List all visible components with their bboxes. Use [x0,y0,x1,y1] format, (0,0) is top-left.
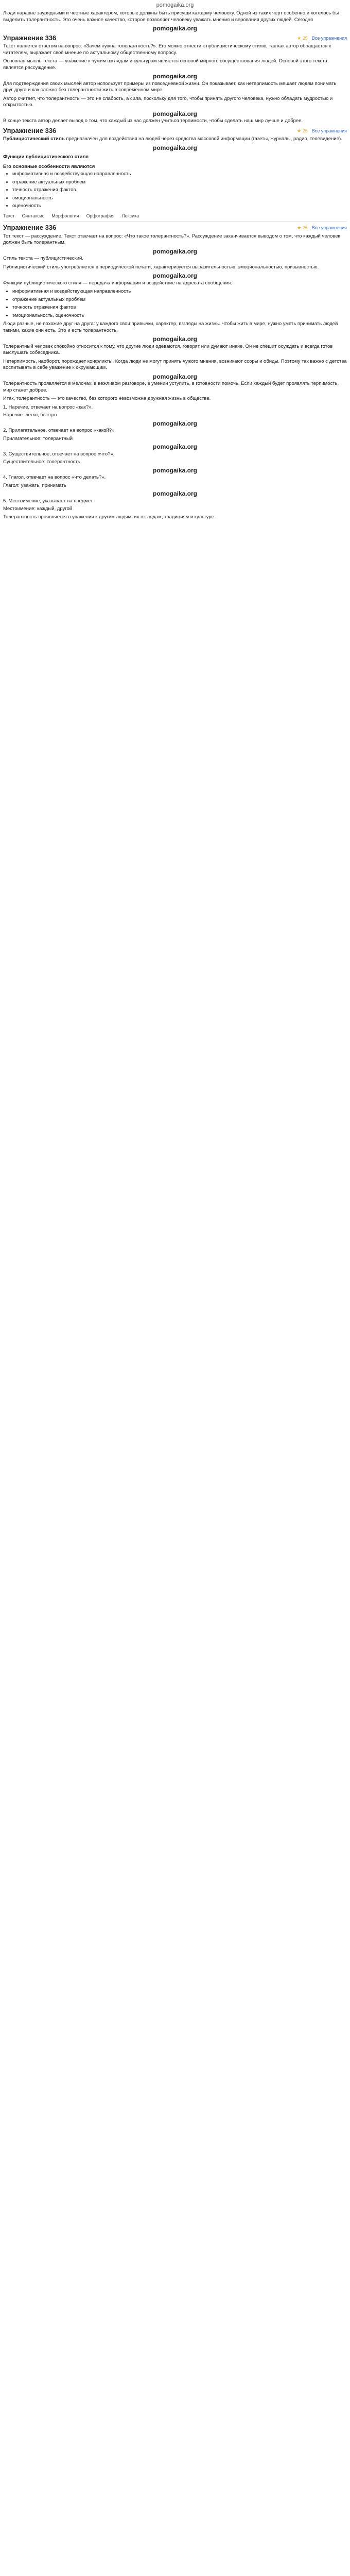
list-item: • эмоциональность, оценочность [12,313,347,319]
features-heading: Его основные особенности являются [3,163,95,170]
analysis-answer: Наречие: легко, быстро [3,412,57,418]
all-exercises-link[interactable]: Все упражнения [311,128,347,133]
exercise-header [3,225,347,231]
features-list [12,289,347,319]
paragraph: Публицистический стиль употребляется в периодической печати, характеризуется выразительностью, эмоциональностью, призывностью. [3,264,319,270]
exercise-title: Упражнение 336 [3,224,57,231]
list-item: • информативная и воздействующая направленность [12,171,347,178]
analysis-answer: Местоимение: каждый, другой [3,506,73,512]
exercise-header [3,128,347,134]
exercise-meta [297,225,347,231]
analysis-answer: Глагол: уважать, принимать [3,482,66,488]
watermark: pomogaika.org [152,335,197,343]
exercise-meta [297,35,347,42]
grammar-analysis [3,404,347,513]
list-item: • отражение актуальных проблем [12,179,347,186]
watermark: pomogaika.org [152,372,197,380]
features-list [12,171,347,210]
tab[interactable]: Морфология [51,213,79,218]
paragraph: Тот текст — рассуждение. Текст отвечает на вопрос: «Что такое толерантность?». Рассуждение заканчивается выводом о том, что каждый человек должен быть толерантным. [3,233,340,245]
exercise-title: Упражнение 336 [3,33,57,42]
analysis-answer: Существительное: толерантность [3,459,80,465]
tab[interactable]: Лексика [121,213,139,218]
all-exercises-link[interactable]: Все упражнения [311,225,347,230]
watermark: pomogaika.org [152,419,197,427]
analysis-question: 3. Существительное, отвечает на вопрос «что?». [3,451,115,457]
exercise-336-text [3,43,347,125]
publicistic-section [3,136,347,210]
exercise-meta [297,128,347,134]
watermark: pomogaika.org [152,25,197,32]
tab[interactable]: Орфография [86,213,115,218]
publicistic-heading: Публицистический стиль [3,136,65,142]
analysis-question: 2. Прилагательное, отвечает на вопрос «какой?». [3,428,116,433]
analysis-answer: Прилагательное: толерантный [3,435,73,442]
paragraph: Функции публицистического стиля — передача информации и воздействие на адресата сообщения. [3,280,232,286]
star-rating: ★ 25 [297,225,308,230]
list-item: • отражение актуальных проблем [12,297,347,303]
watermark: pomogaika.org [152,466,197,474]
list-item: • оценочность [12,203,347,210]
paragraph: Люди разные, не похожие друг на друга: у каждого свои привычки, характер, взгляды на жизнь. Чтобы жить в мире, нужно уметь принимать людей такими, какие они есть. Это и есть толерантность. [3,321,338,333]
watermark: pomogaika.org [152,144,197,151]
tabs [3,213,347,222]
tab[interactable]: Текст [3,213,15,218]
paragraph: Текст является ответом на вопрос: «Зачем нужна толерантность?». Его можно отнести к публицистическому стилю, так как автор обращается к читателям, выражает своё мнение по актуальному общественному вопросу. [3,43,331,56]
paragraph: Нетерпимость, наоборот, порождает конфликты. Когда люди не могут принять чужого мнения, возникают ссоры и обиды. Поэтому так важно с детства воспитывать в себе уважение к окружающим. [3,358,347,370]
all-exercises-link[interactable]: Все упражнения [311,35,347,41]
paragraph: Итак, толерантность — это качество, без которого невозможна дружная жизнь в обществе. [3,396,211,401]
analysis-question: 1. Наречие, отвечает на вопрос «как?». [3,404,93,410]
paragraph: Основная мысль текста — уважение к чужим взглядам и культурам является основой мирного сосуществования людей. Основой этого текста является рассуждение. [3,58,327,71]
watermark: pomogaika.org [152,490,197,497]
analysis-question: 5. Местоимение, указывает на предмет. [3,498,94,504]
list-item: • точность отражения фактов [12,304,347,311]
publicistic-text: предназначен для воздействия на людей через средства массовой информации (газеты, журналы, радио, телевидение). [66,136,342,142]
watermark: pomogaika.org [152,247,197,255]
functions-heading: Функции публицистического стиля [3,154,89,160]
watermark: pomogaika.org [152,73,197,80]
list-item: • эмоциональность [12,195,347,202]
exercise-title: Упражнение 336 [3,126,57,134]
paragraph: Толерантный человек спокойно относится к тому, что другие люди одеваются, говорят или думают иначе. Он не спешит осуждать и всегда готов выслушать собеседника. [3,343,333,355]
watermark: pomogaika.org [152,272,197,279]
main-content [0,10,350,584]
list-item: • информативная и воздействующая направленность [12,289,347,295]
paragraph: В конце текста автор делает вывод о том, что каждый из нас должен учиться терпимости, чтобы сделать наш мир лучше и добрее. [3,118,303,124]
tab[interactable]: Синтаксис [22,213,45,218]
paragraph: Толерантность проявляется в мелочах: в вежливом разговоре, в умении уступить, в готовности помочь. Если каждый будет проявлять терпимость, мир станет добрее. [3,381,339,393]
exercise-header [3,35,347,42]
long-text [3,321,347,402]
analysis-question: 4. Глагол, отвечает на вопрос «что делать?». [3,474,106,480]
paragraph: Автор считает, что толерантность — это не слабость, а сила, поскольку для того, чтобы принять другого человека, нужно обладать мудростью и открытостью. [3,95,333,108]
footer-text: Толерантность проявляется в уважении к другим людям, их взглядам, традициям и культуре. [3,514,216,520]
paragraph: Стиль текста — публицистический. [3,256,83,261]
watermark: pomogaika.org [152,110,197,117]
site-title: pomogaika.org [156,2,194,8]
list-item: • точность отражения фактов [12,187,347,194]
star-rating: ★ 25 [297,128,308,133]
watermark: pomogaika.org [152,443,197,450]
exercise-336-analysis [3,233,347,319]
intro-paragraph: Люди наравне заурядными и честные характером, которые должны быть присущи каждому человеку. Одной из таких черт особенно и хотелось бы выделить толерантность. Это очень важное качество, которое позволяет человеку уважать мнения и верования других людей. Сегодня [3,10,339,23]
star-rating: ★ 25 [297,35,308,41]
paragraph: Для подтверждения своих мыслей автор использует примеры из повседневной жизни. Он показывает, как нетерпимость мешает людям понимать друг друга и как сложно без толерантности жить в современном мире. [3,80,337,93]
